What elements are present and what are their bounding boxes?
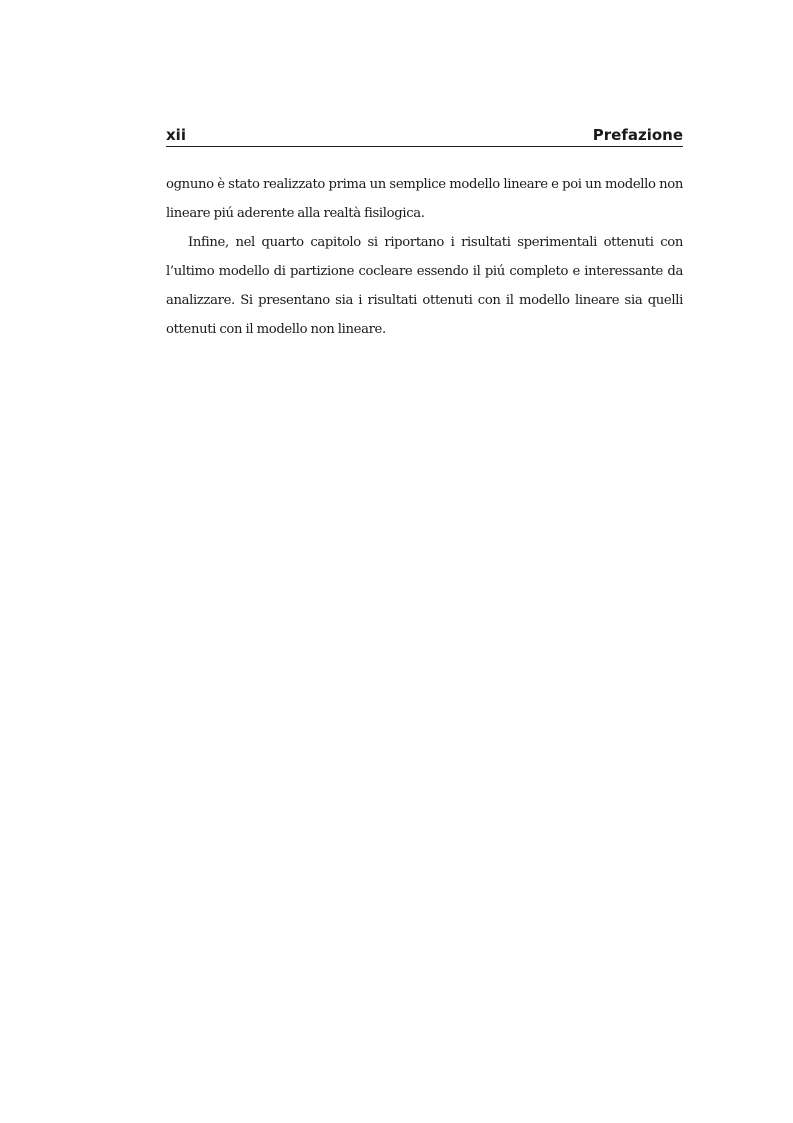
page-body	[166, 170, 683, 344]
page-header	[166, 126, 683, 147]
running-title: Prefazione	[592, 126, 683, 144]
paragraph-fourth-chapter: Infine, nel quarto capitolo si riportano i risultati sperimentali ottenuti con l’ultimo modello di partizione cocleare essendo il piú completo e interessante da analizzare. Si presentano sia i risultati ottenuti con il modello lineare sia quelli ottenuti con il modello non lineare.	[166, 235, 683, 337]
paragraph-continuation: ognuno è stato realizzato prima un semplice modello lineare e poi un modello non lineare piú aderente alla realtà fisilogica.	[166, 177, 683, 221]
page-number: xii	[166, 126, 186, 144]
